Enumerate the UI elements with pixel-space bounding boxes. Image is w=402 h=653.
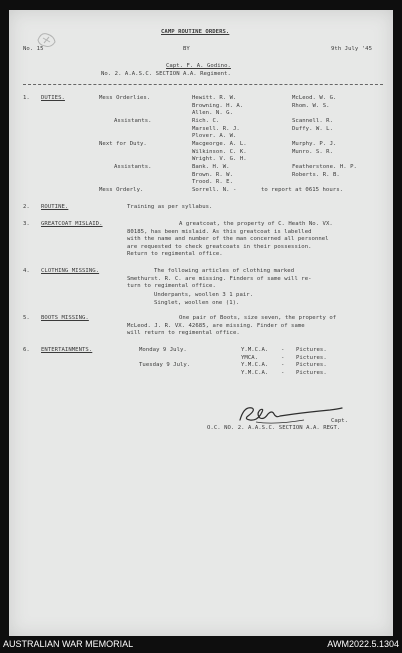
signatory-unit: O.C. NO. 2. A.A.S.C. SECTION A.A. REGT. [207,425,341,431]
list-item: Murphy. P. J. [292,141,337,147]
section-heading-entertainments: ENTERTAINMENTS. [41,347,93,353]
paragraph-line: Return to regimental office. [127,251,223,257]
table-cell: Y.M.C.A. [241,347,269,353]
list-item: Plover. A. W. [192,133,237,139]
section-heading-greatcoat: GREATCOAT MISLAID. [41,221,103,227]
assistants-label: Assistants. [114,118,152,124]
routine-text: Training as per syllabus. [127,204,213,210]
table-cell: Monday 9 July. [139,347,187,353]
list-item: Allen. N. G. [192,110,234,116]
section-number: 2. [23,204,30,210]
mess-orderly-note: to report at 0615 hours. [261,187,344,193]
section-number: 6. [23,347,30,353]
section-heading-duties: DUTIES. [41,95,65,101]
list-item: Bank. H. W. [192,164,230,170]
table-cell: - [281,369,285,376]
list-item: Wright. V. G. H. [192,156,247,162]
mess-orderly-name: Sorrell. N. - [192,187,237,193]
by-label: BY [183,46,190,52]
list-item: Macgeorge. A. L. [192,141,247,147]
paragraph-line: Singlet, woollen one (1). [154,299,240,306]
list-item: Hewitt. R. W. [192,95,237,101]
paragraph-line: McLeod. J. R. VX. 42685, are missing. Finder of same [127,322,305,329]
list-item: Rich. C. [192,118,220,124]
unit-name: No. 2. A.A.S.C. SECTION A.A. Regiment. [101,71,231,77]
paragraph-line: will return to regimental office. [127,330,240,336]
archive-reference: AWM2022.5.1304 [327,639,399,649]
paragraph-line: Underpants, woollen 3 1 pair. [154,292,254,298]
table-cell: Y.M.C.A. [241,362,269,368]
mess-orderly-label: Mess Orderly. [99,187,144,193]
list-item: Rhom. W. S. [292,102,330,109]
table-cell: - [281,347,285,353]
list-item: Scannell. R. [292,118,334,124]
table-cell: Pictures. [296,362,327,368]
list-item: Wilkinson. C. K. [192,148,247,155]
section-heading-boots: BOOTS MISSING. [41,315,89,321]
section-number: 5. [23,315,30,321]
list-item: Roberts. R. B. [292,171,340,178]
table-cell: Tuesday 9 July. [139,362,191,368]
section-number: 4. [23,268,30,274]
paragraph-line: are requested to check greatcoats in their possession. [127,243,312,250]
order-number: No. 15 [23,46,44,52]
list-item: Brown. R. W. [192,171,234,178]
section-number: 3. [23,221,30,227]
mess-orderlies-label: Mess Orderlies. [99,95,151,101]
table-cell: Y.M.C.A. [241,369,269,376]
list-item: Marsell. R. J. [192,125,240,132]
signatory-rank: Capt. [331,418,349,424]
next-for-duty-label: Next for Duty. [99,141,147,147]
section-heading-clothing: CLOTHING MISSING. [41,268,100,274]
archive-name: AUSTRALIAN WAR MEMORIAL [3,639,134,649]
paragraph-line: 80185, has been mislaid. As this greatcoat is labelled [127,228,312,235]
list-item: Munro. S. R. [292,148,334,155]
table-cell: - [281,354,285,361]
paragraph-line: turn to regimental office. [127,283,216,289]
list-item: Duffy. W. L. [292,125,334,132]
list-item: McLeod. W. G. [292,95,337,101]
paragraph-line: A greatcoat, the property of C. Heath No. VX. [179,221,333,227]
archive-footer [0,636,402,653]
table-cell: - [281,362,285,368]
section-heading-routine: ROUTINE. [41,204,69,210]
document-page [9,10,393,636]
table-cell: Pictures. [296,369,327,376]
table-cell: Pictures. [296,354,327,361]
section-number: 1. [23,95,30,101]
list-item: Browning. H. A. [192,102,244,109]
list-item: Featherstone. H. P. [292,164,357,170]
list-item: Trood. R. E. [192,179,234,185]
commander-name: Capt. F. A. Godino. [166,63,231,69]
paragraph-line: Smethurst. R. C. are missing. Finders of same will re- [127,275,312,282]
assistants-label: Assistants. [114,164,152,170]
paragraph-line: One pair of Boots, size seven, the property of [179,315,337,321]
header-divider [23,84,383,85]
order-date: 9th July '45 [331,46,373,52]
paragraph-line: The following articles of clothing marked [154,268,295,274]
document-title: CAMP ROUTINE ORDERS. [161,29,230,35]
table-cell: YMCA. [241,354,259,361]
table-cell: Pictures. [296,347,327,353]
paragraph-line: with the name and number of the man concerned all personnel [127,236,329,242]
